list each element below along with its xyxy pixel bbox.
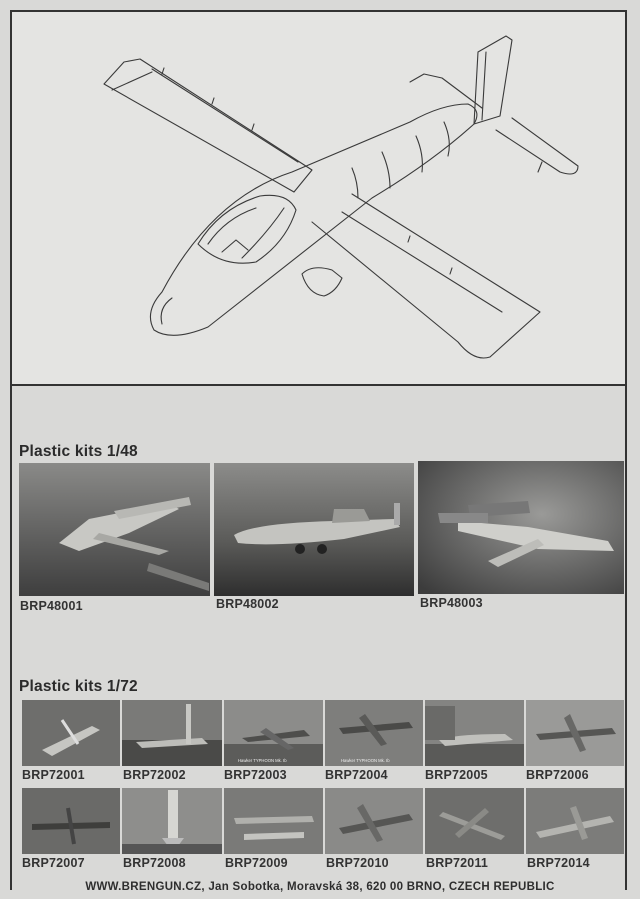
kit-image-brp72004[interactable] [325,700,423,766]
kit-code-brp72014: BRP72014 [527,856,590,870]
kit-image-brp72010[interactable] [325,788,423,854]
aircraft-line-drawing [12,12,625,384]
kit-image-brp72009[interactable] [224,788,323,854]
kit-image-brp72002[interactable] [122,700,222,766]
kit-code-brp72006: BRP72006 [526,768,589,782]
aircraft-outline [12,12,625,384]
kit-image-brp72001[interactable] [22,700,120,766]
kit-image-brp72005[interactable] [425,700,524,766]
kit-image-brp48001[interactable] [19,463,210,596]
kit-code-brp72001: BRP72001 [22,768,85,782]
section-title-1-48: Plastic kits 1/48 [19,443,138,460]
kit-code-brp72008: BRP72008 [123,856,186,870]
kit-code-brp48003: BRP48003 [420,596,483,610]
kit-image-brp72003[interactable] [224,700,323,766]
box-text-brp72004: Hawker TYPHOON Mk. Ib [341,758,390,763]
kit-code-brp72010: BRP72010 [326,856,389,870]
section-divider [10,384,627,386]
kit-code-brp72004: BRP72004 [325,768,388,782]
box-text-brp72003: Hawker TYPHOON Mk. Ib [238,758,287,763]
kit-image-brp72006[interactable] [526,700,624,766]
kit-code-brp72011: BRP72011 [426,856,489,870]
kit-image-brp72008[interactable] [122,788,222,854]
section-title-1-72: Plastic kits 1/72 [19,678,138,695]
kit-image-brp48002[interactable] [214,463,414,596]
kit-code-brp48002: BRP48002 [216,597,279,611]
kit-image-brp72007[interactable] [22,788,120,854]
kit-image-brp72014[interactable] [526,788,624,854]
kit-code-brp72007: BRP72007 [22,856,85,870]
kit-code-brp48001: BRP48001 [20,599,83,613]
kit-image-brp48003[interactable] [418,461,624,594]
kit-code-brp72003: BRP72003 [224,768,287,782]
kit-code-brp72009: BRP72009 [225,856,288,870]
footer-address: WWW.BRENGUN.CZ, Jan Sobotka, Moravská 38, 620 00 BRNO, CZECH REPUBLIC [85,881,555,893]
kit-code-brp72005: BRP72005 [425,768,488,782]
kit-image-brp72011[interactable] [425,788,524,854]
kit-code-brp72002: BRP72002 [123,768,186,782]
